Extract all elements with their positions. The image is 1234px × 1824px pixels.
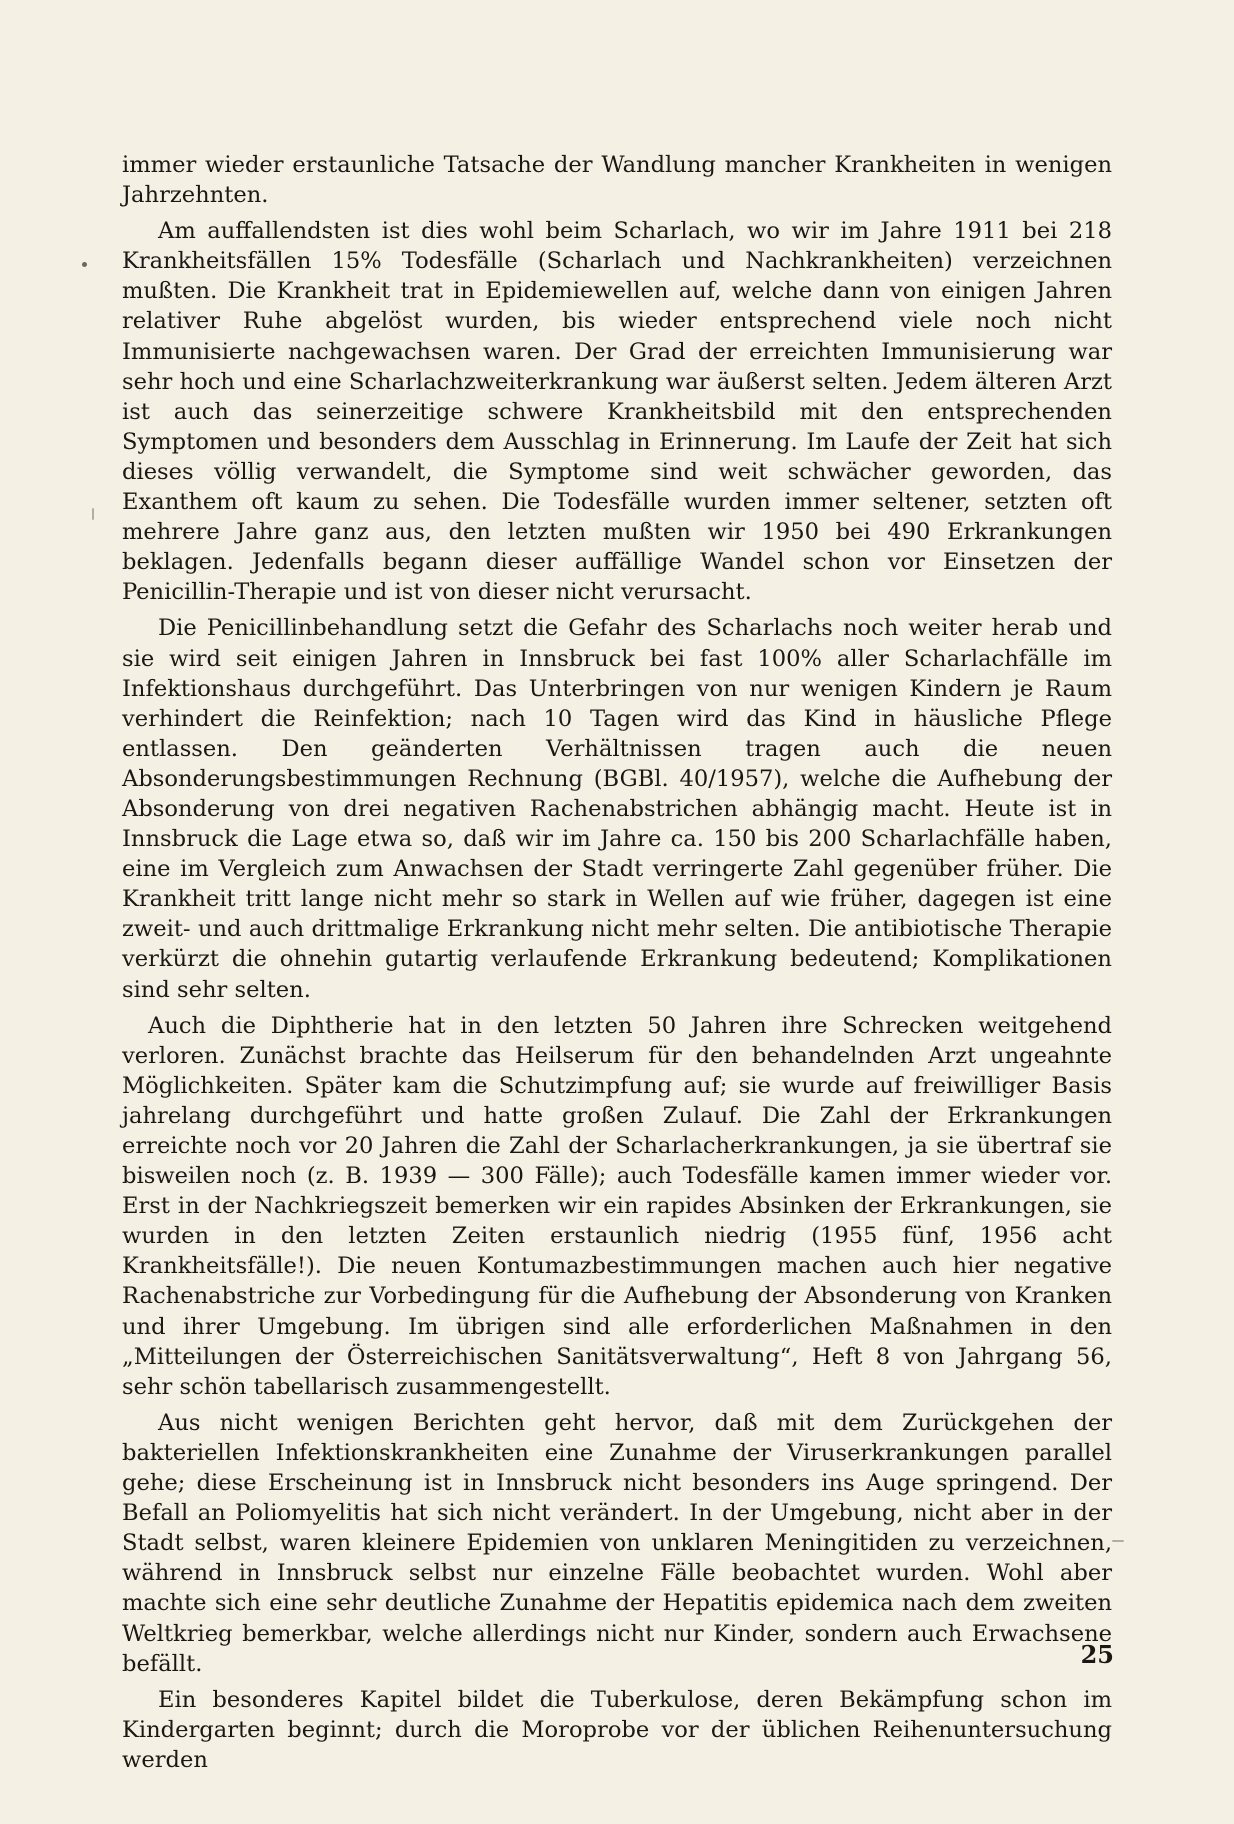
paragraph-2: Am auffallendsten ist dies wohl beim Scharlach, wo wir im Jahre 1911 bei 218 Krankheitsfällen 15% Todesfälle (Scharlach und Nachkrankheiten) verzeichnen mußten. Die Krankheit trat in Epidemiewellen auf, welche dann von einigen Jahren relativer Ruhe abgelöst wurden, bis wieder entsprechend viele noch nicht Immunisierte nachgewachsen waren. Der Grad der erreichten Immunisierung war sehr hoch und eine Scharlachzweiterkrankung war äußerst selten. Jedem älteren Arzt ist auch das seinerzeitige schwere Krankheitsbild mit den entsprechenden Symptomen und besonders dem Ausschlag in Erinnerung. Im Laufe der Zeit hat sich dieses völlig verwandelt, die Symptome sind weit schwächer geworden, das Exanthem oft kaum zu sehen. Die Todesfälle wurden immer seltener, setzten oft mehrere Jahre ganz aus, den letzten mußten wir 1950 bei 490 Erkrankungen beklagen. Jedenfalls begann dieser auffällige Wandel schon vor Einsetzen der Penicillin-Therapie und ist von dieser nicht verursacht. <box>122 218 1112 606</box>
scan-speck <box>82 262 87 267</box>
paragraph-1: immer wieder erstaunliche Tatsache der Wandlung mancher Krankheiten in wenigen Jahrzehnten. <box>122 152 1112 209</box>
paragraph-6: Ein besonderes Kapitel bildet die Tuberkulose, deren Bekämpfung schon im Kindergarten beginnt; durch die Moroprobe vor der üblichen Reihenuntersuchung werden <box>122 1686 1112 1773</box>
scan-speck <box>92 508 94 520</box>
scan-speck <box>1112 1540 1124 1542</box>
page-number: 25 <box>1080 1640 1114 1669</box>
paragraph-5: Aus nicht wenigen Berichten geht hervor, daß mit dem Zurückgehen der bakteriellen Infektionskrankheiten eine Zunahme der Viruserkrankungen parallel gehe; diese Erscheinung ist in Innsbruck nicht besonders ins Auge springend. Der Befall an Poliomyelitis hat sich nicht verändert. In der Umgebung, nicht aber in der Stadt selbst, waren kleinere Epidemien von unklaren Meningitiden zu verzeichnen, während in Innsbruck selbst nur einzelne Fälle beobachtet wurden. Wohl aber machte sich eine sehr deutliche Zunahme der Hepatitis epidemica nach dem zweiten Weltkrieg bemerkbar, welche allerdings nicht nur Kinder, sondern auch Erwachsene befällt. <box>122 1409 1112 1677</box>
body-text <box>122 150 1112 1781</box>
paragraph-4: Auch die Diphtherie hat in den letzten 50 Jahren ihre Schrecken weitgehend verloren. Zunächst brachte das Heilserum für den behandelnden Arzt ungeahnte Möglichkeiten. Später kam die Schutzimpfung auf; sie wurde auf freiwilliger Basis jahrelang durchgeführt und hatte großen Zulauf. Die Zahl der Erkrankungen erreichte noch vor 20 Jahren die Zahl der Scharlacherkrankungen, ja sie übertraf sie bisweilen noch (z. B. 1939 — 300 Fälle); auch Todesfälle kamen immer wieder vor. Erst in der Nachkriegszeit bemerken wir ein rapides Absinken der Erkrankungen, sie wurden in den letzten Zeiten erstaunlich niedrig (1955 fünf, 1956 acht Krankheitsfälle!). Die neuen Kontumazbestimmungen machen auch hier negative Rachenabstriche zur Vorbedingung für die Aufhebung der Absonderung von Kranken und ihrer Umgebung. Im übrigen sind alle erforderlichen Maßnahmen in den „Mitteilungen der Österreichischen Sanitätsverwaltung“, Heft 8 von Jahrgang 56, sehr schön tabellarisch zusammengestellt. <box>122 1012 1112 1400</box>
paragraph-3: Die Penicillinbehandlung setzt die Gefahr des Scharlachs noch weiter herab und sie wird seit einigen Jahren in Innsbruck bei fast 100% aller Scharlachfälle im Infektionshaus durchgeführt. Das Unterbringen von nur wenigen Kindern je Raum verhindert die Reinfektion; nach 10 Tagen wird das Kind in häusliche Pflege entlassen. Den geänderten Verhältnissen tragen auch die neuen Absonderungsbestimmungen Rechnung (BGBl. 40/1957), welche die Aufhebung der Absonderung von drei negativen Rachenabstrichen abhängig macht. Heute ist in Innsbruck die Lage etwa so, daß wir im Jahre ca. 150 bis 200 Scharlachfälle haben, eine im Vergleich zum Anwachsen der Stadt verringerte Zahl gegenüber früher. Die Krankheit tritt lange nicht mehr so stark in Wellen auf wie früher, dagegen ist eine zweit- und auch drittmalige Erkrankung nicht mehr selten. Die antibiotische Therapie verkürzt die ohnehin gutartig verlaufende Erkrankung bedeutend; Komplikationen sind sehr selten. <box>122 615 1112 1003</box>
